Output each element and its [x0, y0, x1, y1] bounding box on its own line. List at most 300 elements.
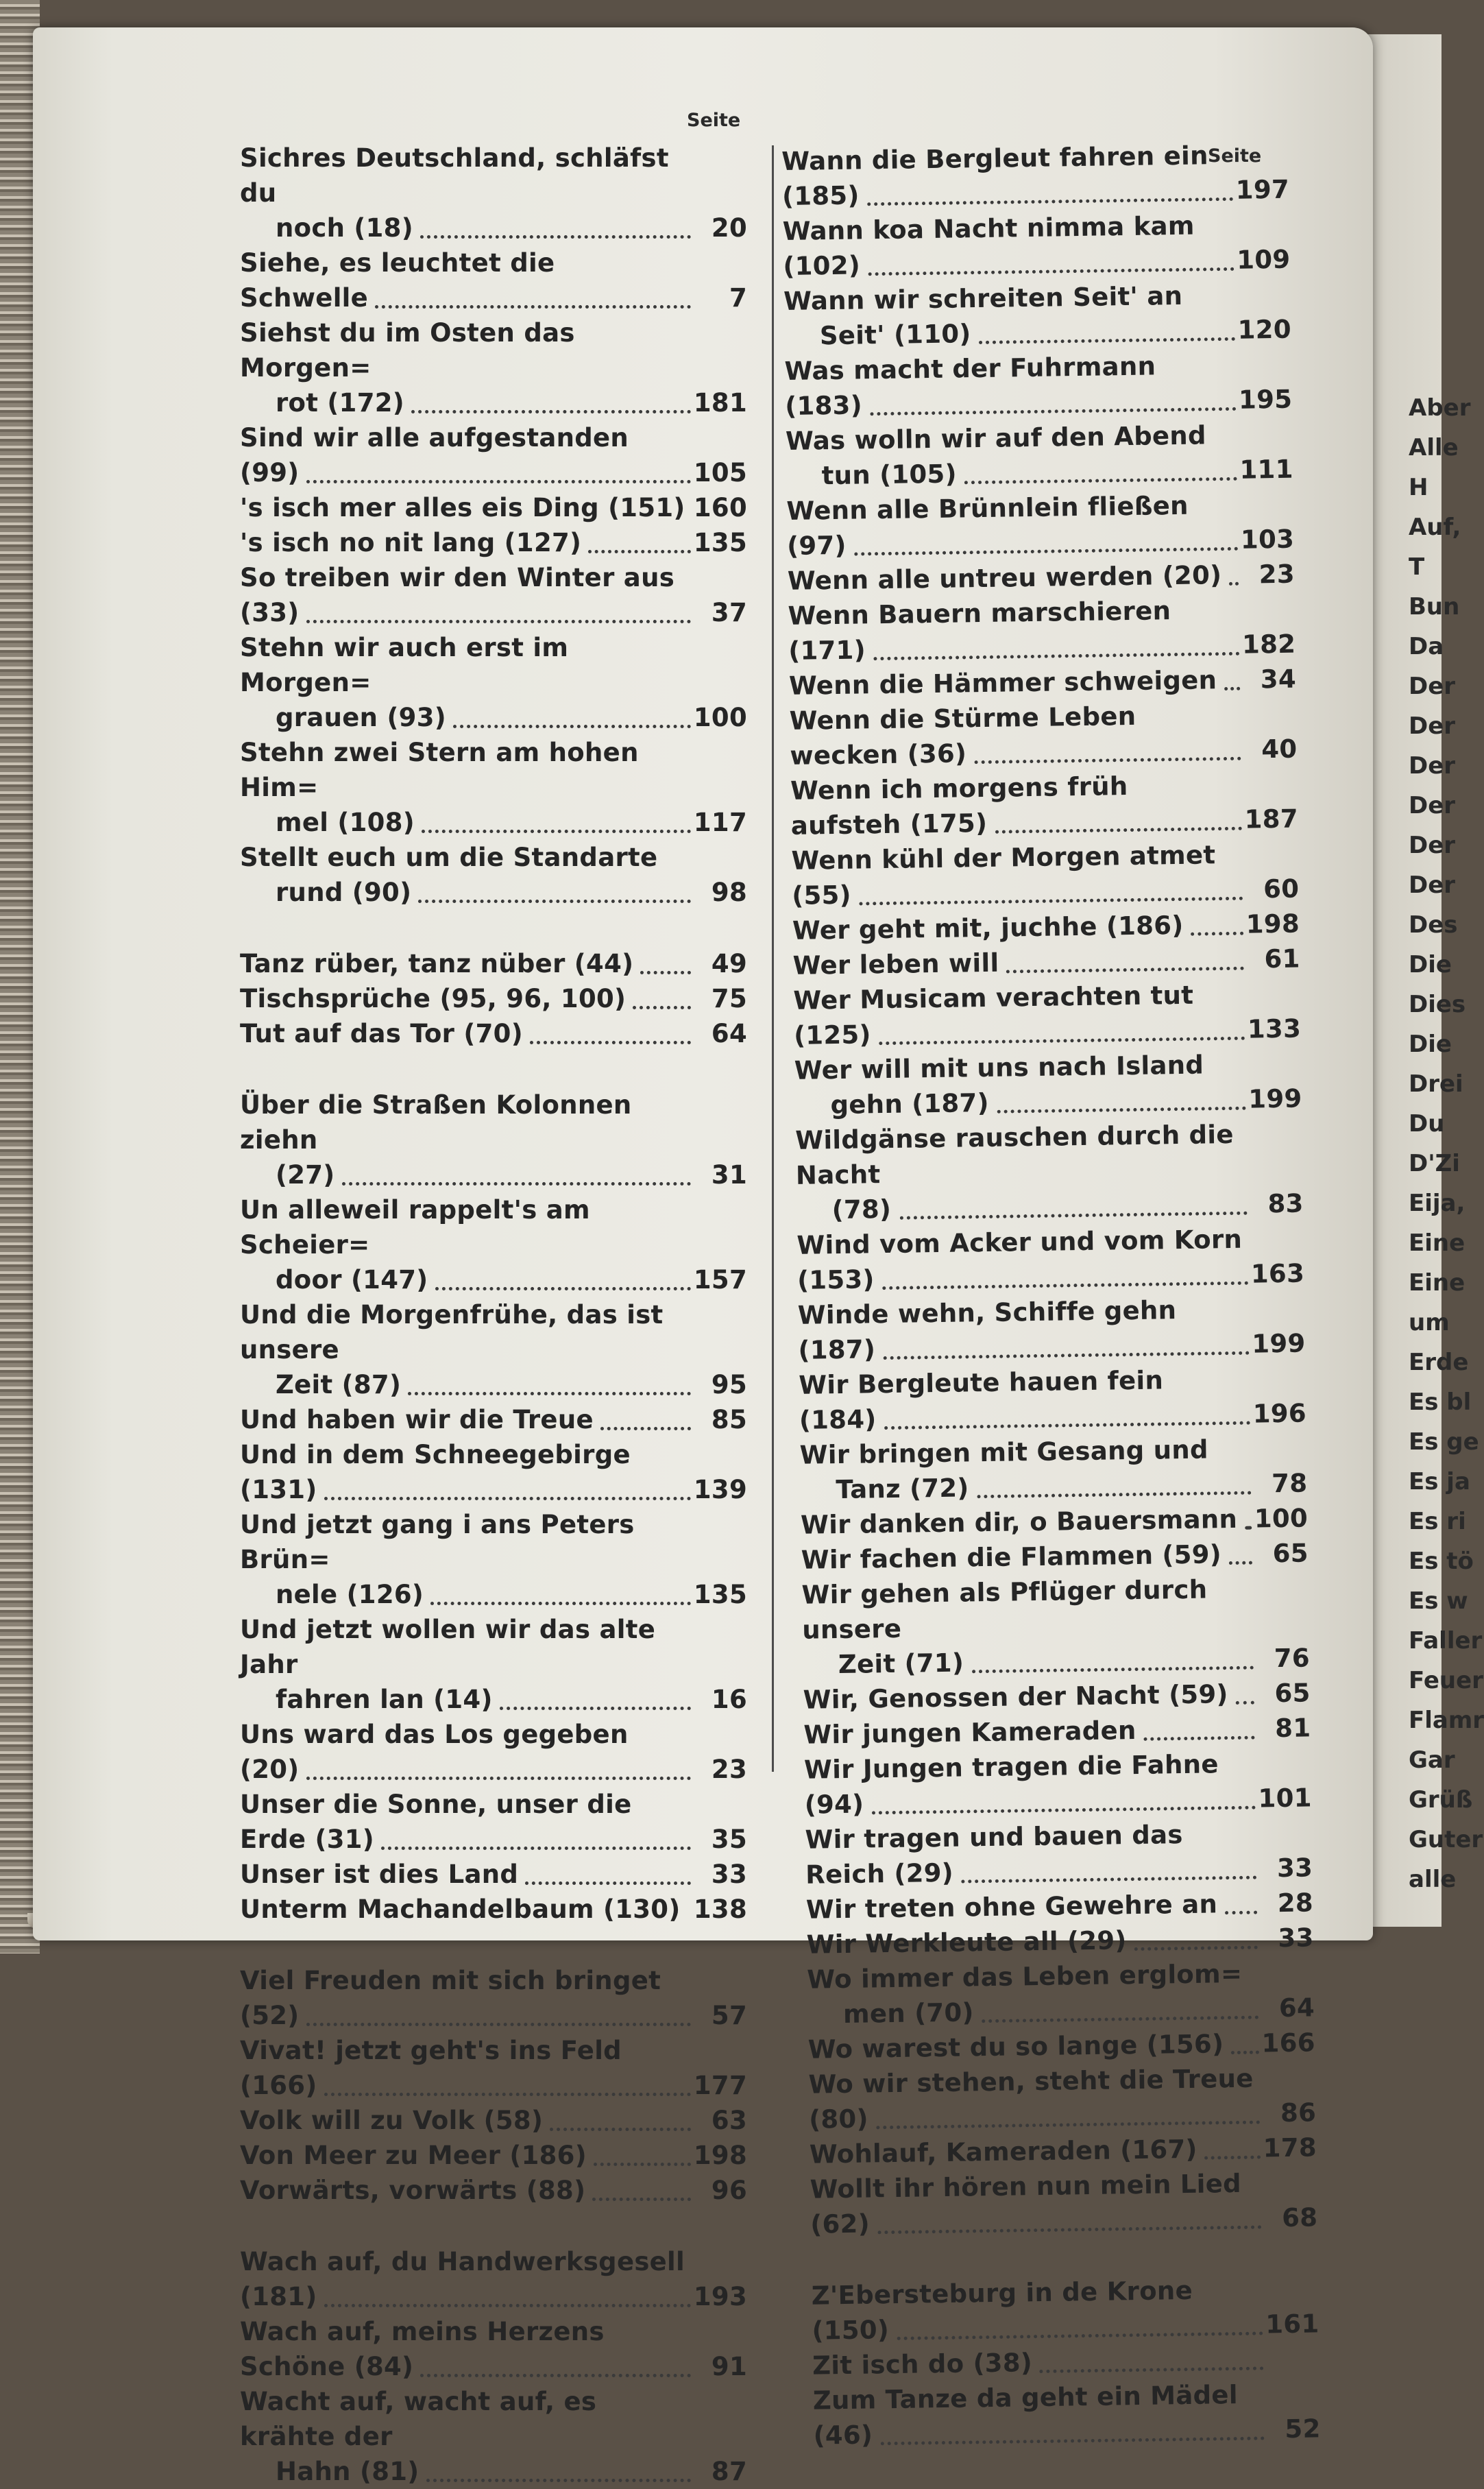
next-page-fragment: Guter: [1409, 1826, 1483, 1853]
next-page-fragment: H: [1409, 474, 1428, 501]
page-number: 105: [693, 458, 747, 488]
index-entry: [808, 2060, 1316, 2137]
next-page-fragment: Feuer: [1409, 1667, 1483, 1694]
page-number: 20: [711, 213, 747, 243]
leader-dots: [306, 1774, 691, 1780]
page-number: 196: [1252, 1398, 1307, 1429]
index-entry: [813, 2376, 1321, 2453]
page-number: 91: [711, 2352, 747, 2381]
entry-title-continued: mel (108): [276, 808, 415, 837]
entry-title: 's isch no nit lang (127): [240, 528, 582, 557]
leader-dots: [588, 547, 691, 553]
entry-title-continued: Zeit (71): [838, 1648, 964, 1680]
index-entry: [784, 347, 1292, 424]
page-number: 49: [711, 949, 747, 978]
page-column-header-left: Seite: [687, 110, 741, 131]
page-number: 85: [711, 1405, 747, 1434]
index-entry: [240, 2173, 747, 2208]
page-number: 117: [693, 808, 747, 837]
entry-title-continued: tun (105): [821, 459, 958, 491]
index-entry: [240, 1857, 747, 1892]
index-entry: [789, 697, 1297, 773]
next-page-fragment: Es ge: [1409, 1428, 1479, 1456]
entry-title-continued: noch (18): [276, 213, 413, 243]
leader-dots: [411, 407, 691, 413]
leader-dots: [594, 2160, 691, 2166]
index-entry: [240, 840, 747, 910]
next-page-fragment: Der: [1409, 673, 1456, 700]
page-number: 101: [1258, 1783, 1313, 1814]
index-entry: [240, 490, 747, 525]
index-entry: [240, 735, 747, 840]
page-number: 109: [1236, 244, 1291, 275]
index-entry: [240, 1087, 747, 1192]
page-number: 63: [711, 2106, 747, 2135]
entry-title: Uns ward das Los gegeben (20): [240, 1720, 629, 1784]
leader-dots: [381, 1844, 691, 1850]
entry-title-continued: (27): [276, 1160, 335, 1190]
index-entry: [240, 2103, 747, 2138]
page-number: 198: [1245, 909, 1300, 939]
page-number: 193: [693, 2282, 747, 2311]
page-number: 57: [711, 2001, 747, 2030]
next-page-fragment: D'Zi: [1409, 1150, 1460, 1177]
page-number: 34: [1260, 664, 1297, 695]
entry-title: Sichres Deutschland, schläfst du: [240, 143, 669, 208]
entry-title: Wenn ich morgens früh aufsteh (175): [790, 771, 1128, 841]
page-number: 83: [1267, 1188, 1304, 1219]
page-number: 61: [1264, 943, 1300, 974]
entry-title-continued: Hahn (81): [276, 2457, 419, 2486]
entry-title: Wildgänse rauschen durch die Nacht: [794, 1119, 1234, 1190]
index-entry: [797, 1291, 1305, 1368]
leader-dots: [530, 1038, 691, 1044]
page-number: 60: [1263, 874, 1300, 904]
index-column-left: [240, 141, 747, 2489]
entry-title: Unterm Machandelbaum (130): [240, 1895, 681, 1924]
next-page-fragment: Flamr: [1409, 1707, 1484, 1734]
page-number: 86: [1280, 2097, 1317, 2128]
index-entry: [240, 2138, 747, 2173]
next-page-fragment: Du: [1409, 1110, 1445, 1138]
next-page-fragment: Die: [1409, 1031, 1452, 1058]
page-number: 177: [693, 2071, 747, 2100]
entry-title: Wann die Bergleut fahren ein (185): [781, 141, 1208, 211]
leader-dots: [600, 1424, 691, 1430]
entry-title-continued: grauen (93): [276, 703, 446, 732]
next-page-fragment: Es ja: [1409, 1468, 1470, 1495]
next-page-fragment: Der: [1409, 832, 1456, 859]
next-page-fragment: Es w: [1409, 1587, 1468, 1615]
next-page-fragment: Auf,: [1409, 514, 1461, 541]
entry-title: Von Meer zu Meer (186): [240, 2141, 587, 2170]
index-entry: [799, 1430, 1307, 1507]
entry-title-continued: men (70): [842, 1997, 974, 2030]
next-page-fragment: Des: [1409, 911, 1458, 939]
page-number: 52: [1285, 2414, 1321, 2444]
next-page-fragment: Der: [1409, 712, 1456, 740]
next-page-fragment: Erde: [1409, 1349, 1469, 1376]
leader-dots: [500, 1704, 691, 1710]
entry-title: Wo wir stehen, steht die Treue (80): [808, 2063, 1254, 2135]
page-number: 33: [711, 1860, 747, 1889]
index-entry: [795, 1116, 1304, 1228]
index-entry: [811, 2271, 1319, 2348]
leader-dots: [1229, 579, 1239, 586]
entry-title: Vivat! jetzt geht's ins Feld (166): [240, 2036, 622, 2100]
entry-title: Wenn alle Brünnlein fließen (97): [786, 490, 1189, 561]
entry-title: Viel Freuden mit sich bringet (52): [240, 1966, 661, 2030]
entry-title: Stehn zwei Stern am hohen Him=: [240, 738, 639, 802]
leader-dots: [1245, 1524, 1252, 1530]
page-number: 75: [711, 984, 747, 1013]
index-entry: [240, 2033, 747, 2103]
next-page-fragment: Eine: [1409, 1229, 1465, 1257]
entry-title: Volk will zu Volk (58): [240, 2106, 544, 2135]
page-number: 28: [1277, 1888, 1314, 1919]
page-number: 133: [1247, 1013, 1302, 1044]
index-entry: [240, 946, 747, 981]
index-entry: [240, 2384, 747, 2489]
page-number: 135: [693, 1580, 747, 1609]
next-page-fragment: Drei: [1409, 1070, 1463, 1098]
page-number: 78: [1271, 1468, 1308, 1499]
entry-title: Wenn Bauern marschieren (171): [788, 596, 1171, 666]
page-number: 76: [1274, 1643, 1311, 1674]
entry-title: Wir gehen als Pflüger durch unsere: [801, 1574, 1208, 1645]
entry-title-continued: Zeit (87): [276, 1370, 402, 1399]
leader-dots: [420, 232, 691, 239]
page-number: 161: [1265, 2309, 1319, 2340]
page-number: 23: [711, 1755, 747, 1784]
index-entry: [807, 1955, 1315, 2032]
index-entry: [799, 1360, 1306, 1437]
entry-title-continued: rund (90): [276, 878, 412, 907]
index-entry: [801, 1570, 1310, 1682]
index-entry: [793, 976, 1301, 1053]
leader-dots: [324, 2301, 691, 2307]
leader-dots: [306, 477, 691, 483]
next-page-fragment: Bun: [1409, 593, 1460, 621]
leader-dots: [1204, 2153, 1261, 2160]
next-page-fragment: Alle: [1409, 434, 1459, 461]
next-page-fragment: Eine: [1409, 1269, 1465, 1297]
page-number: 65: [1272, 1538, 1309, 1569]
entry-title: Wach auf, meins Herzens Schöne (84): [240, 2317, 605, 2381]
page-number: 135: [693, 528, 747, 557]
leader-dots: [550, 2125, 691, 2131]
leader-dots: [435, 1284, 691, 1290]
leader-dots: [408, 1389, 691, 1395]
entry-title: Wer will mit uns nach Island: [794, 1050, 1204, 1085]
entry-title: Z'Ebersteburg in de Krone (150): [811, 2275, 1193, 2346]
next-page-fragment: Es ri: [1409, 1508, 1466, 1535]
page-number: 163: [1250, 1258, 1305, 1289]
leader-dots: [525, 1879, 691, 1885]
next-page-fragment: Der: [1409, 792, 1456, 819]
leader-dots: [430, 1599, 691, 1605]
leader-dots: [306, 617, 691, 623]
next-page-fragment: Dies: [1409, 991, 1466, 1018]
page-number: 33: [1278, 1923, 1314, 1953]
entry-title: Über die Straßen Kolonnen ziehn: [240, 1090, 632, 1155]
index-entry: [240, 525, 747, 560]
page-number: 64: [1278, 1993, 1315, 2023]
index-entry: [240, 1297, 747, 1402]
entry-title: Vorwärts, vorwärts (88): [240, 2176, 586, 2205]
entry-title-continued: (78): [831, 1194, 892, 1225]
entry-title: Stellt euch um die Standarte: [240, 843, 658, 872]
page-number: 198: [693, 2141, 747, 2170]
entry-title: Wer geht mit, juchhe (186): [792, 910, 1184, 946]
entry-title-continued: nele (126): [276, 1580, 424, 1609]
entry-title: Siehe, es leuchtet die Schwelle: [240, 248, 555, 313]
entry-title: Unser die Sonne, unser die Erde (31): [240, 1790, 632, 1854]
page-number: 103: [1240, 524, 1295, 555]
leader-dots: [342, 1179, 691, 1186]
entry-title: Wer leben will: [792, 948, 999, 981]
entry-title: Wann koa Nacht nimma kam (102): [782, 211, 1195, 281]
next-page-fragment: Der: [1409, 752, 1456, 780]
entry-title: Wollt ihr hören nun mein Lied (62): [810, 2168, 1242, 2239]
entry-title: Wenn die Stürme Leben wecken (36): [789, 701, 1136, 771]
index-entry: [240, 1192, 747, 1297]
index-entry: [240, 1437, 747, 1507]
entry-title: Un alleweil rappelt's am Scheier=: [240, 1195, 590, 1260]
index-entry: [240, 981, 747, 1016]
entry-title: Wenn alle untreu werden (20): [787, 560, 1222, 596]
page-number: 68: [1281, 2202, 1318, 2233]
index-entry: [791, 837, 1299, 913]
entry-title: Wir Bergleute hauen fein (184): [798, 1365, 1164, 1435]
next-page-fragment: Es tö: [1409, 1548, 1474, 1575]
index-entry: [796, 1221, 1304, 1298]
entry-title: Wir danken dir, o Bauersmann: [800, 1504, 1238, 1540]
index-entry: [788, 592, 1296, 669]
entry-title: Und in dem Schneegebirge (131): [240, 1440, 631, 1504]
entry-title: Wenn kühl der Morgen atmet (55): [791, 840, 1216, 911]
entry-title: Tischsprüche (95, 96, 100): [240, 984, 627, 1013]
page-number: 37: [711, 598, 747, 627]
page-number: 178: [1263, 2132, 1317, 2163]
entry-title: Und die Morgenfrühe, das ist unsere: [240, 1300, 664, 1364]
index-entry: [240, 2314, 747, 2384]
leader-dots: [324, 1494, 691, 1500]
page-number: 160: [693, 493, 747, 522]
entry-title: Tanz rüber, tanz nüber (44): [240, 949, 634, 978]
index-entry: [240, 315, 747, 420]
page-number: 199: [1252, 1328, 1306, 1359]
index-entry: [240, 141, 747, 245]
page-number: 40: [1261, 734, 1298, 765]
leader-dots: [1225, 1908, 1257, 1915]
index-entry: [240, 1507, 747, 1612]
entry-title-continued: Seit' (110): [819, 319, 971, 351]
next-page-fragment: Aber: [1409, 394, 1471, 422]
entry-title: Was wolln wir auf den Abend: [785, 420, 1207, 456]
entry-title: Und jetzt gang i ans Peters Brün=: [240, 1510, 635, 1574]
index-entry: [783, 277, 1291, 354]
index-entry: [782, 207, 1290, 284]
entry-title-continued: Tanz (72): [836, 1473, 969, 1505]
page-number: 120: [1237, 314, 1292, 345]
index-entry: [805, 1815, 1313, 1892]
entry-title: Wir, Genossen der Nacht (59): [803, 1679, 1228, 1715]
page-number: 139: [693, 1475, 747, 1504]
next-page-fragment: alle: [1409, 1866, 1457, 1893]
page-number: 111: [1239, 454, 1293, 485]
leader-dots: [1224, 684, 1240, 690]
leader-dots: [306, 2020, 691, 2026]
next-page-fragment: Der: [1409, 871, 1456, 899]
page-number: 64: [711, 1019, 747, 1048]
entry-title: Wer Musicam verachten tut (125): [793, 980, 1194, 1050]
index-entry: [786, 417, 1293, 494]
entry-title: Und jetzt wollen wir das alte Jahr: [240, 1615, 656, 1679]
entry-title: Zit isch do (38): [812, 2348, 1033, 2381]
entry-title: Wenn die Hämmer schweigen: [788, 665, 1217, 701]
leader-dots: [375, 302, 691, 309]
index-entry: [781, 137, 1289, 214]
entry-title-continued: gehn (187): [830, 1087, 990, 1120]
letter-group-gap: [240, 1051, 747, 1087]
entry-title: Wind vom Acker und vom Korn (153): [796, 1224, 1243, 1295]
index-entry: [794, 1046, 1302, 1123]
page-column-header-right: Seite: [1208, 145, 1262, 167]
index-entry: [240, 1016, 747, 1051]
next-page-fragment: Da: [1409, 633, 1444, 660]
next-page-fragment: Es bl: [1409, 1388, 1472, 1416]
index-entry: [240, 560, 747, 630]
page-number: 100: [693, 703, 747, 732]
leader-dots: [1231, 2048, 1259, 2055]
entry-title: Winde wehn, Schiffe gehn (187): [797, 1295, 1177, 1365]
page-number: 96: [711, 2176, 747, 2205]
index-column-right: [781, 137, 1321, 2453]
entry-title: Wir Jungen tragen die Fahne (94): [803, 1749, 1219, 1820]
page-number: 166: [1261, 2028, 1316, 2058]
leader-dots: [592, 2195, 691, 2201]
page-number: 181: [693, 388, 747, 418]
letter-group-gap: [240, 1927, 747, 1963]
next-page-fragment: Grüß: [1409, 1786, 1473, 1814]
index-entry: [240, 1787, 747, 1857]
index-entry: [786, 487, 1294, 564]
index-entry: [804, 1745, 1312, 1822]
entry-title: Wir bringen mit Gesang und: [799, 1434, 1209, 1470]
leader-dots: [453, 722, 691, 728]
page-number: 199: [1248, 1083, 1302, 1114]
next-page-fragment: Faller: [1409, 1627, 1483, 1655]
index-entry: [240, 1892, 747, 1927]
index-entry: [240, 1717, 747, 1787]
entry-title: Wacht auf, wacht auf, es krähte der: [240, 2387, 597, 2451]
page-number: 23: [1258, 559, 1296, 590]
index-entry: [240, 1963, 747, 2033]
entry-title: Tut auf das Tor (70): [240, 1019, 523, 1048]
entry-title: 's isch mer alles eis Ding (151): [240, 493, 685, 522]
index-entry: [240, 1402, 747, 1437]
entry-title: Wann wir schreiten Seit' an: [783, 280, 1183, 316]
entry-title: Unser ist dies Land: [240, 1860, 519, 1889]
index-entry: [240, 245, 747, 315]
entry-title: Wo immer das Leben erglom=: [807, 1958, 1243, 1995]
page-number: 33: [1276, 1853, 1313, 1884]
page-number: 182: [1241, 629, 1296, 660]
page-number: 16: [711, 1685, 747, 1714]
letter-group-gap: [240, 2208, 747, 2244]
page-number: 100: [1254, 1503, 1309, 1534]
page-number: 81: [1274, 1713, 1311, 1744]
next-page-fragment: T: [1409, 553, 1425, 581]
entry-title: Wach auf, du Handwerksgesell (181): [240, 2247, 685, 2311]
entry-title: Was macht der Fuhrmann (183): [784, 351, 1156, 421]
entry-title: Wir tragen und bauen das Reich (29): [805, 1820, 1183, 1890]
entry-title: Stehn wir auch erst im Morgen=: [240, 633, 569, 697]
page-number: 7: [729, 283, 747, 313]
entry-title-continued: fahren lan (14): [276, 1685, 493, 1714]
leader-dots: [422, 827, 691, 833]
entry-title: Und haben wir die Treue: [240, 1405, 594, 1434]
entry-title: Wir jungen Kameraden: [803, 1716, 1136, 1750]
next-page-fragment: Eija,: [1409, 1190, 1465, 1217]
page-number: 187: [1244, 804, 1299, 834]
page-number: 98: [711, 878, 747, 907]
page-number: 87: [711, 2457, 747, 2486]
column-divider: [772, 145, 774, 1772]
index-entry: [240, 630, 747, 735]
leader-dots: [640, 968, 691, 974]
page-number: 65: [1274, 1678, 1311, 1709]
entry-title: Sind wir alle aufgestanden (99): [240, 423, 629, 488]
next-page-fragment: Die: [1409, 951, 1452, 978]
leader-dots: [426, 2476, 691, 2482]
leader-dots: [418, 897, 691, 903]
leader-dots: [1229, 1559, 1252, 1565]
page-number: 138: [693, 1895, 747, 1924]
leader-dots: [1235, 1698, 1254, 1705]
index-entry: [240, 2244, 747, 2314]
index-entry: [790, 767, 1298, 843]
entry-title-continued: rot (172): [276, 388, 404, 418]
leader-dots: [420, 2371, 691, 2377]
page-number: 157: [693, 1265, 747, 1295]
page-number: 95: [711, 1370, 747, 1399]
page-number: 35: [711, 1825, 747, 1854]
next-page-fragment: um: [1409, 1309, 1450, 1336]
entry-title: Zum Tanze da geht ein Mädel (46): [812, 2380, 1239, 2451]
entry-title: Wo warest du so lange (156): [807, 2029, 1224, 2065]
next-page-fragment: Gar: [1409, 1746, 1455, 1774]
page-number: 31: [711, 1160, 747, 1190]
entry-title: Wir Werkleute all (29): [806, 1925, 1127, 1960]
leader-dots: [1191, 929, 1243, 936]
entry-title: Wir fachen die Flammen (59): [801, 1539, 1222, 1575]
entry-title: Wohlauf, Kameraden (167): [809, 2134, 1198, 2169]
leader-dots: [633, 1003, 691, 1009]
entry-title: Wir treten ohne Gewehre an: [805, 1889, 1218, 1925]
index-entry: [240, 420, 747, 490]
page-number: 195: [1238, 384, 1293, 415]
entry-title: Siehst du im Osten das Morgen=: [240, 318, 575, 383]
entry-title: So treiben wir den Winter aus (33): [240, 563, 675, 627]
leader-dots: [324, 2090, 691, 2096]
entry-title-continued: door (147): [276, 1265, 428, 1295]
index-entry: [240, 1612, 747, 1717]
letter-group-gap: [240, 910, 747, 946]
index-entry: [810, 2165, 1317, 2241]
page-number: 197: [1235, 174, 1290, 205]
